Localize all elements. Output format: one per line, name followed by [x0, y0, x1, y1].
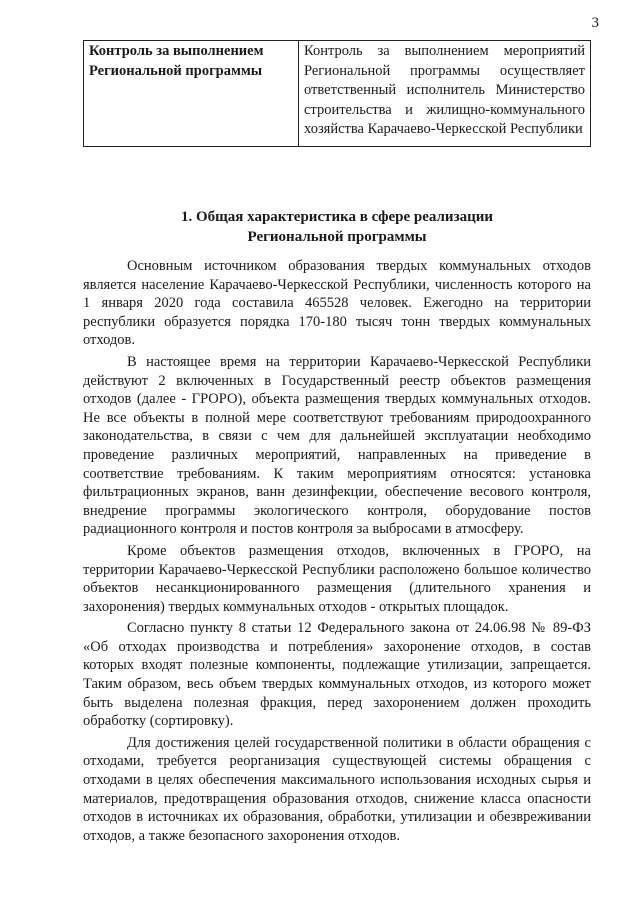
table-label-cell: Контроль за выполнением Региональной программы	[84, 41, 299, 147]
paragraph-federal-law: Согласно пункту 8 статьи 12 Федерального закона от 24.06.98 № 89-ФЗ «Об отходах производства и потребления» захоронение отходов, в состав которых входят полезные компоненты, подлежащие утилизации, запрещается. Таким образом, весь объем твердых коммунальных отходов, из которого может быть выделена полезная фракция, перед захоронением должен проходить обработку (сортировку).	[83, 620, 591, 730]
page-number: 3	[591, 15, 599, 31]
table-text-cell: Контроль за выполнением мероприятий Региональной программы осуществляет ответственный исполнитель Министерство строительства и жилищно-коммунального хозяйства Карачаево-Черкесской Республики	[299, 41, 591, 147]
section-heading-line-1: 1. Общая характеристика в сфере реализации	[180, 209, 494, 225]
program-control-table	[83, 40, 591, 147]
paragraph-waste-facilities: В настоящее время на территории Карачаево-Черкесской Республики действуют 2 включенных в Государственный реестр объектов размещения отходов (далее - ГРОРО), объекта размещения твердых коммунальных отходов. Не все объекты в полной мере соответствуют требованиям природоохранного законодательства, в связи с чем для дальнейшей эксплуатации необходимо проведение различных мероприятий, направленных на приведение в соответствие требованиям. К таким мероприятиям относятся: установка фильтрационных экранов, ванн дезинфекции, обеспечение весового контроля, внедрение программы экологического контроля, оборудование постов радиационного контроля и постов контроля за выбросами в атмосферу.	[83, 353, 591, 538]
paragraph-unauthorized-sites: Кроме объектов размещения отходов, включенных в ГРОРО, на территории Карачаево-Черкесской Республики расположено большое количество объектов несанкционированного размещения (длительного хранения и захоронения) твердых коммунальных отходов - открытых площадок.	[83, 542, 591, 615]
body-text	[83, 257, 591, 845]
section-heading	[83, 207, 591, 247]
paragraph-state-policy: Для достижения целей государственной политики в области обращения с отходами, требуется реорганизация существующей системы обращения с отходами в целях обеспечения максимального использования исходных сырья и материалов, предотвращения образования отходов, снижение класса опасности отходов в источниках их образования, обработки, утилизации и обезвреживании отходов, а также безопасного захоронения отходов.	[83, 734, 591, 844]
table-row	[84, 41, 591, 147]
paragraph-population: Основным источником образования твердых коммунальных отходов является население Карачаево-Черкесской Республики, численность которого на 1 января 2020 года составила 465528 человек. Ежегодно на территории республики образуется порядка 170-180 тысяч тонн твердых коммунальных отходов.	[83, 258, 591, 349]
section-heading-line-2: Региональной программы	[247, 229, 427, 245]
